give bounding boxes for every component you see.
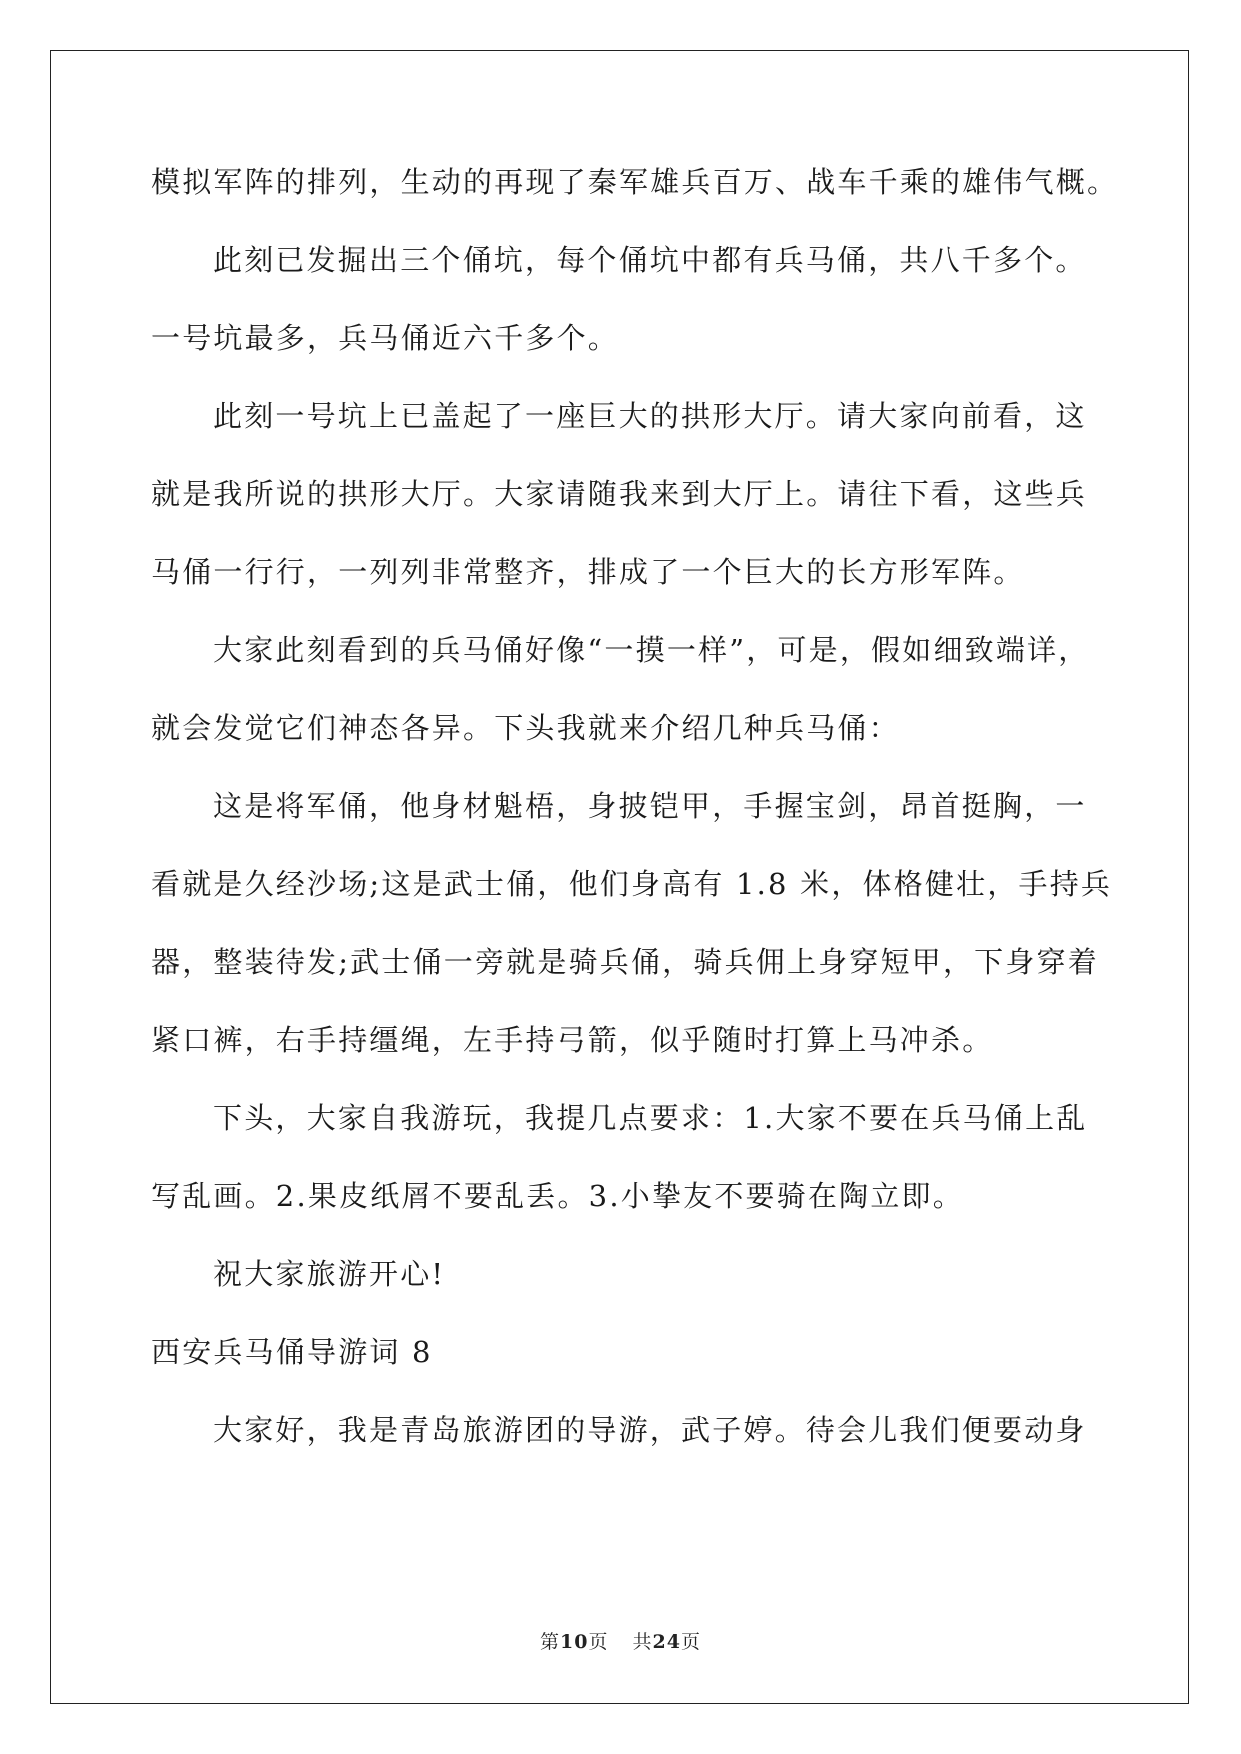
text-line: 看就是久经沙场;这是武士俑，他们身高有 1.8 米，体格健壮，手持兵 (151, 867, 1113, 901)
footer-total-prefix: 共 (632, 1631, 653, 1653)
footer-page-suffix: 页 (588, 1631, 609, 1653)
text-line: 祝大家旅游开心! (213, 1257, 446, 1291)
total-pages: 24 (652, 1631, 681, 1653)
text-line: 此刻一号坑上已盖起了一座巨大的拱形大厅。请大家向前看，这 (213, 399, 1087, 433)
text-line: 这是将军俑，他身材魁梧，身披铠甲，手握宝剑，昂首挺胸，一 (213, 789, 1087, 823)
page-number: 10 (560, 1631, 589, 1653)
text-line: 一号坑最多，兵马俑近六千多个。 (151, 321, 620, 355)
text-line: 下头，大家自我游玩，我提几点要求：1.大家不要在兵马俑上乱 (213, 1101, 1088, 1135)
text-line: 就是我所说的拱形大厅。大家请随我来到大厅上。请往下看，这些兵 (151, 477, 1088, 511)
text-line: 马俑一行行，一列列非常整齐，排成了一个巨大的长方形军阵。 (151, 555, 1025, 589)
text-line: 大家好，我是青岛旅游团的导游，武子婷。待会儿我们便要动身 (213, 1413, 1087, 1447)
text-line: 器，整装待发;武士俑一旁就是骑兵俑，骑兵佣上身穿短甲，下身穿着 (151, 945, 1099, 979)
text-line: 写乱画。2.果皮纸屑不要乱丢。3.小挚友不要骑在陶立即。 (151, 1179, 964, 1213)
section-heading: 西安兵马俑导游词 8 (151, 1335, 433, 1369)
text-line: 就会发觉它们神态各异。下头我就来介绍几种兵马俑： (151, 711, 900, 745)
footer-total-suffix: 页 (680, 1631, 701, 1653)
text-line: 大家此刻看到的兵马俑好像“一摸一样”，可是，假如细致端详， (213, 633, 1090, 667)
footer-prefix: 第 (540, 1631, 561, 1653)
text-line: 此刻已发掘出三个俑坑，每个俑坑中都有兵马俑，共八千多个。 (213, 243, 1087, 277)
page-footer (0, 1627, 1241, 1654)
text-line: 紧口裤，右手持缰绳，左手持弓箭，似乎随时打算上马冲杀。 (151, 1023, 994, 1057)
text-line: 模拟军阵的排列，生动的再现了秦军雄兵百万、战车千乘的雄伟气概。 (151, 165, 1119, 199)
